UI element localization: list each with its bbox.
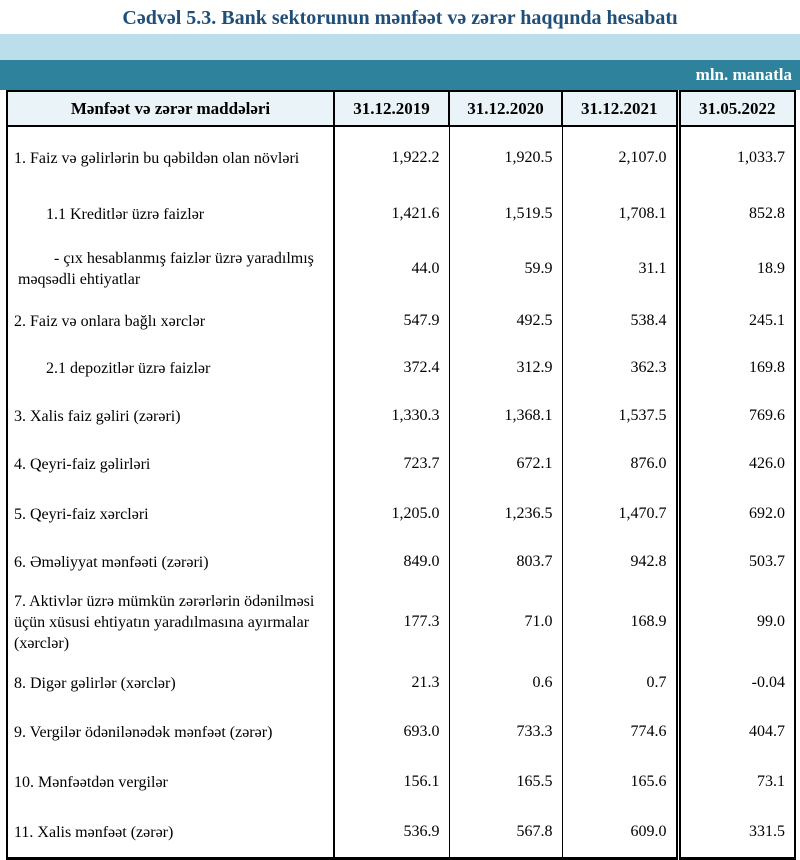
column-header: 31.05.2022	[678, 91, 795, 126]
cell-value: 1,368.1	[449, 393, 562, 439]
cell-value: 1,920.5	[449, 126, 562, 189]
cell-value: 0.7	[562, 659, 678, 707]
row-label: 5. Qeyri-faiz xərcləri	[7, 489, 334, 539]
cell-value: 372.4	[334, 343, 449, 393]
cell-value: 1,922.2	[334, 126, 449, 189]
cell-value: 849.0	[334, 539, 449, 585]
table-row	[7, 299, 795, 343]
cell-value: 503.7	[678, 539, 795, 585]
table-body	[7, 126, 795, 859]
cell-value: 165.5	[449, 757, 562, 807]
cell-value: 44.0	[334, 239, 449, 299]
cell-value: 169.8	[678, 343, 795, 393]
cell-value: 1,537.5	[562, 393, 678, 439]
column-header: Mənfəət və zərər maddələri	[7, 91, 334, 126]
cell-value: 693.0	[334, 707, 449, 757]
table-row	[7, 439, 795, 489]
row-label: 2.1 depozitlər üzrə faizlər	[7, 343, 334, 393]
cell-value: 538.4	[562, 299, 678, 343]
column-header: 31.12.2020	[449, 91, 562, 126]
cell-value: 1,708.1	[562, 189, 678, 239]
row-label: 7. Aktivlər üzrə mümkün zərərlərin ödənilməsi üçün xüsusi ehtiyatın yaradılmasına ayırmalar (xərclər)	[7, 585, 334, 659]
table-row	[7, 807, 795, 859]
unit-band	[0, 60, 800, 90]
cell-value: 774.6	[562, 707, 678, 757]
cell-value: 1,330.3	[334, 393, 449, 439]
cell-value: 73.1	[678, 757, 795, 807]
table-row	[7, 585, 795, 659]
decorative-band-light	[0, 34, 800, 60]
cell-value: 31.1	[562, 239, 678, 299]
cell-value: 1,033.7	[678, 126, 795, 189]
cell-value: 2,107.0	[562, 126, 678, 189]
cell-value: 723.7	[334, 439, 449, 489]
row-label: 4. Qeyri-faiz gəlirləri	[7, 439, 334, 489]
row-label: 11. Xalis mənfəət (zərər)	[7, 807, 334, 859]
cell-value: 312.9	[449, 343, 562, 393]
table-row	[7, 126, 795, 189]
cell-value: 156.1	[334, 757, 449, 807]
cell-value: 165.6	[562, 757, 678, 807]
cell-value: 567.8	[449, 807, 562, 859]
row-label: 9. Vergilər ödənilənədək mənfəət (zərər)	[7, 707, 334, 757]
cell-value: 672.1	[449, 439, 562, 489]
table-row	[7, 343, 795, 393]
cell-value: 245.1	[678, 299, 795, 343]
page-title: Cədvəl 5.3. Bank sektorunun mənfəət və zərər haqqında hesabatı	[122, 7, 678, 29]
cell-value: 733.3	[449, 707, 562, 757]
cell-value: 362.3	[562, 343, 678, 393]
row-label: 1.1 Kreditlər üzrə faizlər	[7, 189, 334, 239]
cell-value: 769.6	[678, 393, 795, 439]
table-row	[7, 239, 795, 299]
cell-value: 404.7	[678, 707, 795, 757]
table-row	[7, 489, 795, 539]
row-label: 8. Digər gəlirlər (xərclər)	[7, 659, 334, 707]
cell-value: -0.04	[678, 659, 795, 707]
table-row	[7, 393, 795, 439]
cell-value: 536.9	[334, 807, 449, 859]
row-label: - çıx hesablanmış faizlər üzrə yaradılmış məqsədli ehtiyatlar	[7, 239, 334, 299]
cell-value: 18.9	[678, 239, 795, 299]
cell-value: 59.9	[449, 239, 562, 299]
column-header: 31.12.2019	[334, 91, 449, 126]
table-row	[7, 757, 795, 807]
row-label: 10. Mənfəətdən vergilər	[7, 757, 334, 807]
row-label: 6. Əməliyyat mənfəəti (zərəri)	[7, 539, 334, 585]
cell-value: 492.5	[449, 299, 562, 343]
cell-value: 168.9	[562, 585, 678, 659]
cell-value: 1,470.7	[562, 489, 678, 539]
table-row	[7, 707, 795, 757]
profit-loss-table	[6, 90, 796, 860]
cell-value: 0.6	[449, 659, 562, 707]
cell-value: 21.3	[334, 659, 449, 707]
cell-value: 331.5	[678, 807, 795, 859]
cell-value: 547.9	[334, 299, 449, 343]
header-row	[7, 91, 795, 126]
cell-value: 852.8	[678, 189, 795, 239]
table-row	[7, 659, 795, 707]
unit-label: mln. manatla	[695, 65, 792, 84]
cell-value: 1,205.0	[334, 489, 449, 539]
cell-value: 803.7	[449, 539, 562, 585]
row-label: 3. Xalis faiz gəliri (zərəri)	[7, 393, 334, 439]
cell-value: 426.0	[678, 439, 795, 489]
row-label: 2. Faiz və onlara bağlı xərclər	[7, 299, 334, 343]
table-header	[7, 91, 795, 126]
cell-value: 1,519.5	[449, 189, 562, 239]
cell-value: 609.0	[562, 807, 678, 859]
column-header: 31.12.2021	[562, 91, 678, 126]
cell-value: 1,236.5	[449, 489, 562, 539]
table-row	[7, 189, 795, 239]
cell-value: 177.3	[334, 585, 449, 659]
row-label: 1. Faiz və gəlirlərin bu qəbildən olan növləri	[7, 126, 334, 189]
cell-value: 71.0	[449, 585, 562, 659]
cell-value: 876.0	[562, 439, 678, 489]
cell-value: 692.0	[678, 489, 795, 539]
table-row	[7, 539, 795, 585]
cell-value: 1,421.6	[334, 189, 449, 239]
cell-value: 99.0	[678, 585, 795, 659]
cell-value: 942.8	[562, 539, 678, 585]
